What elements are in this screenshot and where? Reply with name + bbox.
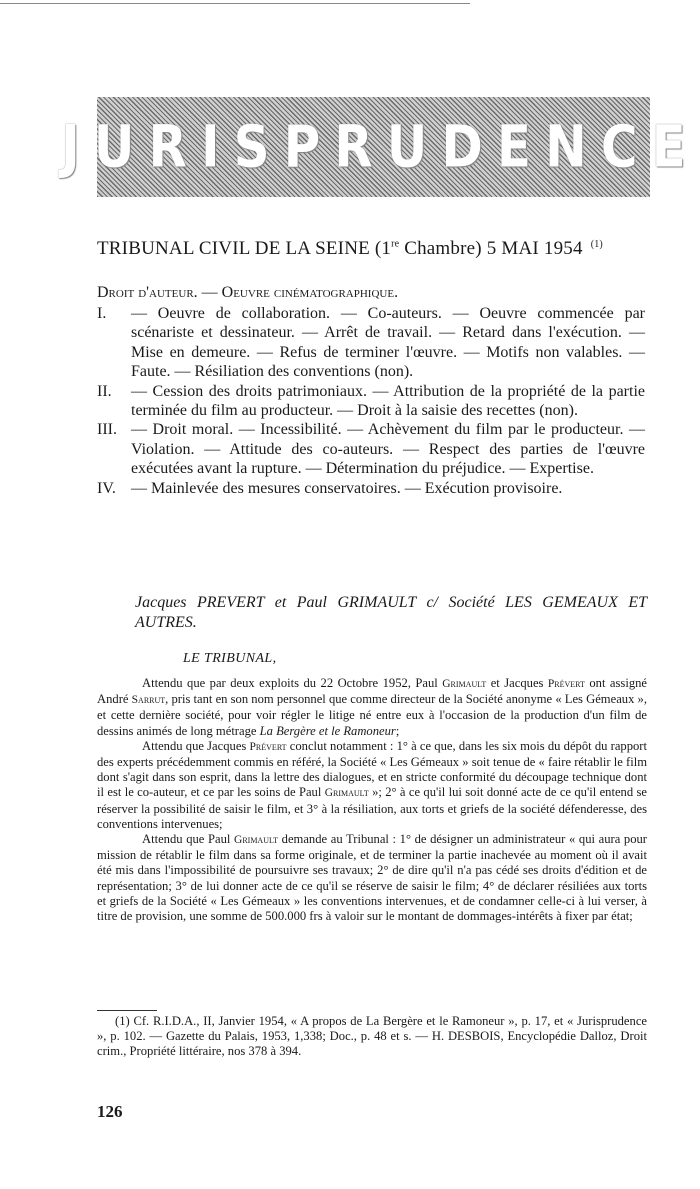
text-run: et Jacques — [486, 676, 548, 690]
tribunal-heading: LE TRIBUNAL, — [183, 651, 277, 666]
summary-point — [97, 304, 645, 382]
judgment-paragraph — [97, 832, 647, 924]
page-number: 126 — [97, 1102, 123, 1121]
text-run: »; 2° à ce qu'il lui soit donné acte de ce qu'il entend se réserver la possibilité de saisir le film, et 3° à la résiliation, aux torts et griefs de la société défenderesse, des conventions intervenues; — [97, 785, 647, 831]
text-run: conclut notamment : 1° à ce que, dans les six mois du dépôt du rapport des experts précédemment commis en référé, la Société « Les Gémeaux » soit tenue de « faire rétablir le film dont s'agit dans son esprit, dans la lettre des dialogues, et en stricte conformité du découpage technique dont il est le co-auteur, et ce par les soins de Paul — [97, 738, 648, 800]
person-name: Sarrut — [131, 694, 166, 707]
judgment-paragraph — [97, 739, 647, 832]
text-run: Attendu que Jacques — [142, 738, 250, 753]
text-run: Attendu que Paul — [142, 832, 235, 847]
banner-title: JURISPRUDENCE — [61, 113, 700, 181]
subject-line — [97, 284, 657, 302]
text-run: ; — [395, 723, 400, 738]
top-rule — [0, 3, 470, 4]
subject-topic: Oeuvre cinématographique. — [221, 284, 399, 301]
footnote — [97, 1014, 647, 1058]
chamber-ordinal: re — [391, 238, 400, 250]
point-number: IV. — [97, 479, 116, 497]
point-text: — Droit moral. — Incessibilité. — Achèvement du film par le producteur. — Violation. — Attitude des co-auteurs. — Respect des parties de l'œuvre exécutées avant la rupture. — Détermination du préjudice. — Expertise. — [131, 421, 645, 478]
summary-points — [97, 304, 645, 498]
film-title: La Bergère et le Ramoneur — [259, 723, 396, 738]
point-text: — Oeuvre de collaboration. — Co-auteurs. — Oeuvre commencée par scénariste et dessinateur. — Arrêt de travail. — Retard dans l'exécution. — Mise en demeure. — Refus de terminer l'œuvre. — Motifs non valables. — Faute. — Résiliation des conventions (non). — [131, 305, 645, 381]
point-number: III. — [97, 421, 117, 439]
person-name: Prévert — [249, 740, 287, 753]
summary-point — [97, 479, 645, 498]
point-text: — Cession des droits patrimoniaux. — Attribution de la propriété de la partie terminée du film au producteur. — Droit à la saisie des recettes (non). — [131, 382, 645, 420]
footnote-reference: (1) — [590, 238, 603, 250]
person-name: Grimault — [324, 787, 369, 800]
text-run: ont assigné André — [97, 676, 648, 707]
subject-separator: — — [197, 284, 222, 301]
text-run: Attendu que par deux exploits du 22 Octobre 1952, Paul — [142, 676, 443, 690]
judgment-paragraph — [97, 676, 647, 739]
point-number: I. — [97, 305, 107, 322]
footnote-text: (1) Cf. R.I.D.A., II, Janvier 1954, « A propos de La Bergère et le Ramoneur », p. 17, et « Jurisprudence », p. 102. — Gazette du Palais, 1953, 1,338; Doc., p. 48 et s. — H. DESBOIS, Encyclopédie Dalloz, Droit crim., Propriété littéraire, nos 378 à 394. — [97, 1014, 647, 1058]
person-name: Grimault — [234, 834, 279, 847]
subject-lead: Droit d'auteur. — [97, 284, 198, 301]
case-parties: Jacques PREVERT et Paul GRIMAULT c/ Société LES GEMEAUX ET AUTRES. — [135, 594, 647, 631]
court-name: TRIBUNAL CIVIL DE LA SEINE (1 — [97, 238, 392, 259]
case-heading — [97, 238, 657, 260]
text-run: , pris tant en son nom personnel que comme directeur de la Société anonyme « Les Gémeaux », et cette dernière société, pour voir régler le litige né entre eux à l'occasion de la production d'un film de dessins animés de long métrage — [97, 692, 647, 738]
case-date: Chambre) 5 MAI 1954 — [399, 238, 583, 259]
person-name: Prévert — [547, 678, 585, 690]
summary-point — [97, 382, 645, 421]
point-text: — Mainlevée des mesures conservatoires. — Exécution provisoire. — [131, 479, 563, 497]
section-banner — [61, 97, 700, 197]
text-run: demande au Tribunal : 1° de désigner un administrateur « qui aura pour mission de rétablir le film dans sa forme originale, et de terminer la partie inachevée au moment où il avait été mis dans l'impossibilité de poursuivre ses travaux; 2° de dire qu'il n'a pas cédé ses droits d'édition et de représentation; 3° de lui donner acte de ce qu'il se réserve de saisir le film; 4° de déclarer résiliées aux torts et griefs de la Société « Les Gémeaux » les conventions intervenues, et de condamner celle-ci à lui verser, à titre de provision, une somme de 500.000 frs à valoir sur le montant de dommages-intérêts à fixer par état; — [97, 832, 648, 924]
judgment-body — [97, 676, 647, 924]
summary-point — [97, 420, 645, 478]
person-name: Grimault — [442, 678, 487, 690]
point-number: II. — [97, 382, 112, 400]
footnote-rule — [97, 1010, 157, 1011]
